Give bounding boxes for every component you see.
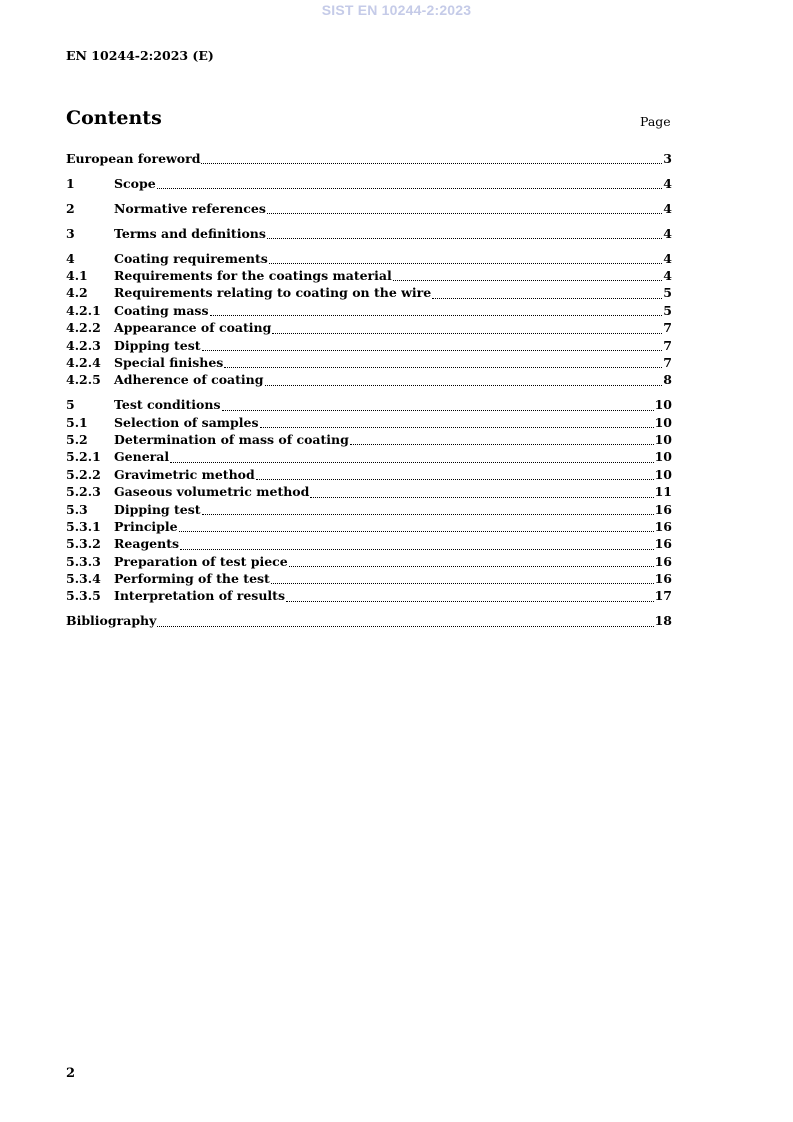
toc-leader-dots xyxy=(432,298,662,299)
toc-entry-page: 10 xyxy=(654,431,672,447)
toc-entry-number: 2 xyxy=(66,200,75,216)
toc-entry-page: 10 xyxy=(654,466,672,482)
toc-entry-page: 16 xyxy=(654,553,672,569)
toc-leader-dots xyxy=(393,280,663,281)
toc-entry-title: Preparation of test piece xyxy=(114,553,288,569)
toc-entry-number: 4.2.3 xyxy=(66,337,101,353)
toc-entry-number: 4.2.2 xyxy=(66,320,101,336)
toc-entry[interactable] xyxy=(66,355,672,372)
toc-entry-title: Test conditions xyxy=(114,397,221,413)
toc-leader-dots xyxy=(201,163,662,164)
toc-entry-number: 4 xyxy=(66,250,75,266)
toc-entry[interactable] xyxy=(66,484,672,501)
toc-entry[interactable] xyxy=(66,268,672,285)
toc-leader-dots xyxy=(286,601,654,602)
toc-entry-page: 7 xyxy=(663,337,672,353)
toc-entry-title: Principle xyxy=(114,518,178,534)
toc-entry[interactable] xyxy=(66,285,672,302)
toc-entry-title: Requirements for the coatings material xyxy=(114,267,392,283)
toc-entry-page: 8 xyxy=(663,372,672,388)
toc-entry-number: 5.3.1 xyxy=(66,518,101,534)
toc-leader-dots xyxy=(180,549,654,550)
toc-entry-page: 18 xyxy=(654,613,672,629)
toc-entry-page: 16 xyxy=(654,536,672,552)
toc-entry-page: 10 xyxy=(654,414,672,430)
contents-heading: Contents xyxy=(66,107,162,129)
toc-entry[interactable] xyxy=(66,303,672,320)
toc-entry-page: 16 xyxy=(654,501,672,517)
toc-entry[interactable] xyxy=(66,201,672,218)
toc-entry[interactable] xyxy=(66,467,672,484)
toc-entry-number: 5.3.4 xyxy=(66,571,101,587)
toc-entry[interactable] xyxy=(66,176,672,193)
toc-entry[interactable] xyxy=(66,449,672,466)
toc-entry-number: 5.3.2 xyxy=(66,536,101,552)
toc-leader-dots xyxy=(222,410,654,411)
toc-entry-number: 5 xyxy=(66,397,75,413)
toc-entry-title: Adherence of coating xyxy=(114,372,264,388)
toc-leader-dots xyxy=(267,213,662,214)
toc-entry-page: 4 xyxy=(663,175,672,191)
toc-leader-dots xyxy=(202,514,654,515)
toc-entry-page: 5 xyxy=(663,302,672,318)
toc-entry-number: 5.2.3 xyxy=(66,484,101,500)
toc-entry-title: Appearance of coating xyxy=(114,320,272,336)
toc-leader-dots xyxy=(350,444,654,445)
toc-entry-title: European foreword xyxy=(66,151,201,166)
toc-entry-number: 5.2.2 xyxy=(66,466,101,482)
toc-entry[interactable] xyxy=(66,372,672,389)
toc-leader-dots xyxy=(210,315,663,316)
toc-entry[interactable] xyxy=(66,320,672,337)
toc-entry-number: 5.2 xyxy=(66,431,88,447)
toc-entry-page: 4 xyxy=(663,250,672,266)
toc-entry-number: 5.1 xyxy=(66,414,88,430)
toc-entry[interactable] xyxy=(66,415,672,432)
toc-entry-number: 4.2.4 xyxy=(66,354,101,370)
toc-leader-dots xyxy=(267,238,662,239)
toc-entry-number: 4.2 xyxy=(66,285,88,301)
toc-entry[interactable] xyxy=(66,536,672,553)
toc-entry[interactable] xyxy=(66,251,672,268)
toc-entry-number: 5.2.1 xyxy=(66,449,101,465)
toc-leader-dots xyxy=(224,367,662,368)
toc-entry-title: General xyxy=(114,449,170,465)
toc-leader-dots xyxy=(260,427,654,428)
toc-entry-title: Gaseous volumetric method xyxy=(114,484,310,500)
toc-entry-page: 3 xyxy=(663,151,672,166)
toc-entry-page: 4 xyxy=(663,225,672,241)
toc-entry-number: 3 xyxy=(66,225,75,241)
table-of-contents xyxy=(66,151,672,631)
toc-entry-title: Reagents xyxy=(114,536,180,552)
toc-entry-title: Special finishes xyxy=(114,354,224,370)
toc-entry-title: Bibliography xyxy=(66,613,157,629)
toc-entry-title: Requirements relating to coating on the wire xyxy=(114,285,432,301)
toc-entry[interactable] xyxy=(66,588,672,605)
toc-entry-number: 5.3 xyxy=(66,501,88,517)
toc-leader-dots xyxy=(157,188,663,189)
toc-leader-dots xyxy=(157,626,653,627)
toc-entry[interactable] xyxy=(66,338,672,355)
toc-entry-title: Normative references xyxy=(114,200,266,216)
toc-entry-title: Gravimetric method xyxy=(114,466,255,482)
toc-entry-page: 4 xyxy=(663,267,672,283)
toc-entry-title: Coating requirements xyxy=(114,250,268,266)
toc-entry[interactable] xyxy=(66,502,672,519)
toc-entry-page: 10 xyxy=(654,449,672,465)
toc-leader-dots xyxy=(272,333,662,334)
toc-entry[interactable] xyxy=(66,519,672,536)
toc-entry[interactable] xyxy=(66,151,672,168)
toc-leader-dots xyxy=(269,263,662,264)
toc-entry-number: 5.3.3 xyxy=(66,553,101,569)
toc-entry-title: Selection of samples xyxy=(114,414,259,430)
toc-entry-title: Dipping test xyxy=(114,337,201,353)
document-id: EN 10244-2:2023 (E) xyxy=(66,48,214,63)
toc-entry[interactable] xyxy=(66,554,672,571)
toc-leader-dots xyxy=(179,531,654,532)
toc-entry-number: 4.1 xyxy=(66,267,88,283)
page-column-label: Page xyxy=(640,114,671,129)
watermark: SIST EN 10244-2:2023 xyxy=(321,2,472,18)
toc-leader-dots xyxy=(271,583,654,584)
toc-entry-title: Interpretation of results xyxy=(114,588,285,604)
toc-entry-title: Determination of mass of coating xyxy=(114,431,349,447)
toc-entry-title: Terms and definitions xyxy=(114,225,266,241)
toc-entry[interactable] xyxy=(66,432,672,449)
toc-entry-number: 1 xyxy=(66,175,75,191)
toc-entry-page: 17 xyxy=(654,588,672,604)
toc-entry-page: 16 xyxy=(654,571,672,587)
toc-leader-dots xyxy=(310,497,653,498)
toc-entry-page: 7 xyxy=(663,354,672,370)
page-number: 2 xyxy=(66,1066,76,1081)
toc-entry-page: 16 xyxy=(654,518,672,534)
toc-entry[interactable] xyxy=(66,571,672,588)
toc-entry-title: Coating mass xyxy=(114,302,209,318)
toc-entry-number: 4.2.1 xyxy=(66,302,101,318)
toc-entry-number: 4.2.5 xyxy=(66,372,101,388)
toc-leader-dots xyxy=(256,479,654,480)
toc-leader-dots xyxy=(289,566,654,567)
toc-entry-number: 5.3.5 xyxy=(66,588,101,604)
toc-entry-page: 4 xyxy=(663,200,672,216)
toc-entry[interactable] xyxy=(66,613,672,630)
toc-entry-page: 7 xyxy=(663,320,672,336)
toc-entry-title: Dipping test xyxy=(114,501,201,517)
toc-leader-dots xyxy=(170,462,653,463)
toc-entry-page: 11 xyxy=(654,484,672,500)
toc-leader-dots xyxy=(202,350,663,351)
toc-entry-page: 5 xyxy=(663,285,672,301)
toc-entry-page: 10 xyxy=(654,397,672,413)
toc-leader-dots xyxy=(265,385,663,386)
toc-entry[interactable] xyxy=(66,397,672,414)
toc-entry[interactable] xyxy=(66,226,672,243)
toc-entry-title: Performing of the test xyxy=(114,571,270,587)
toc-entry-title: Scope xyxy=(114,175,156,191)
